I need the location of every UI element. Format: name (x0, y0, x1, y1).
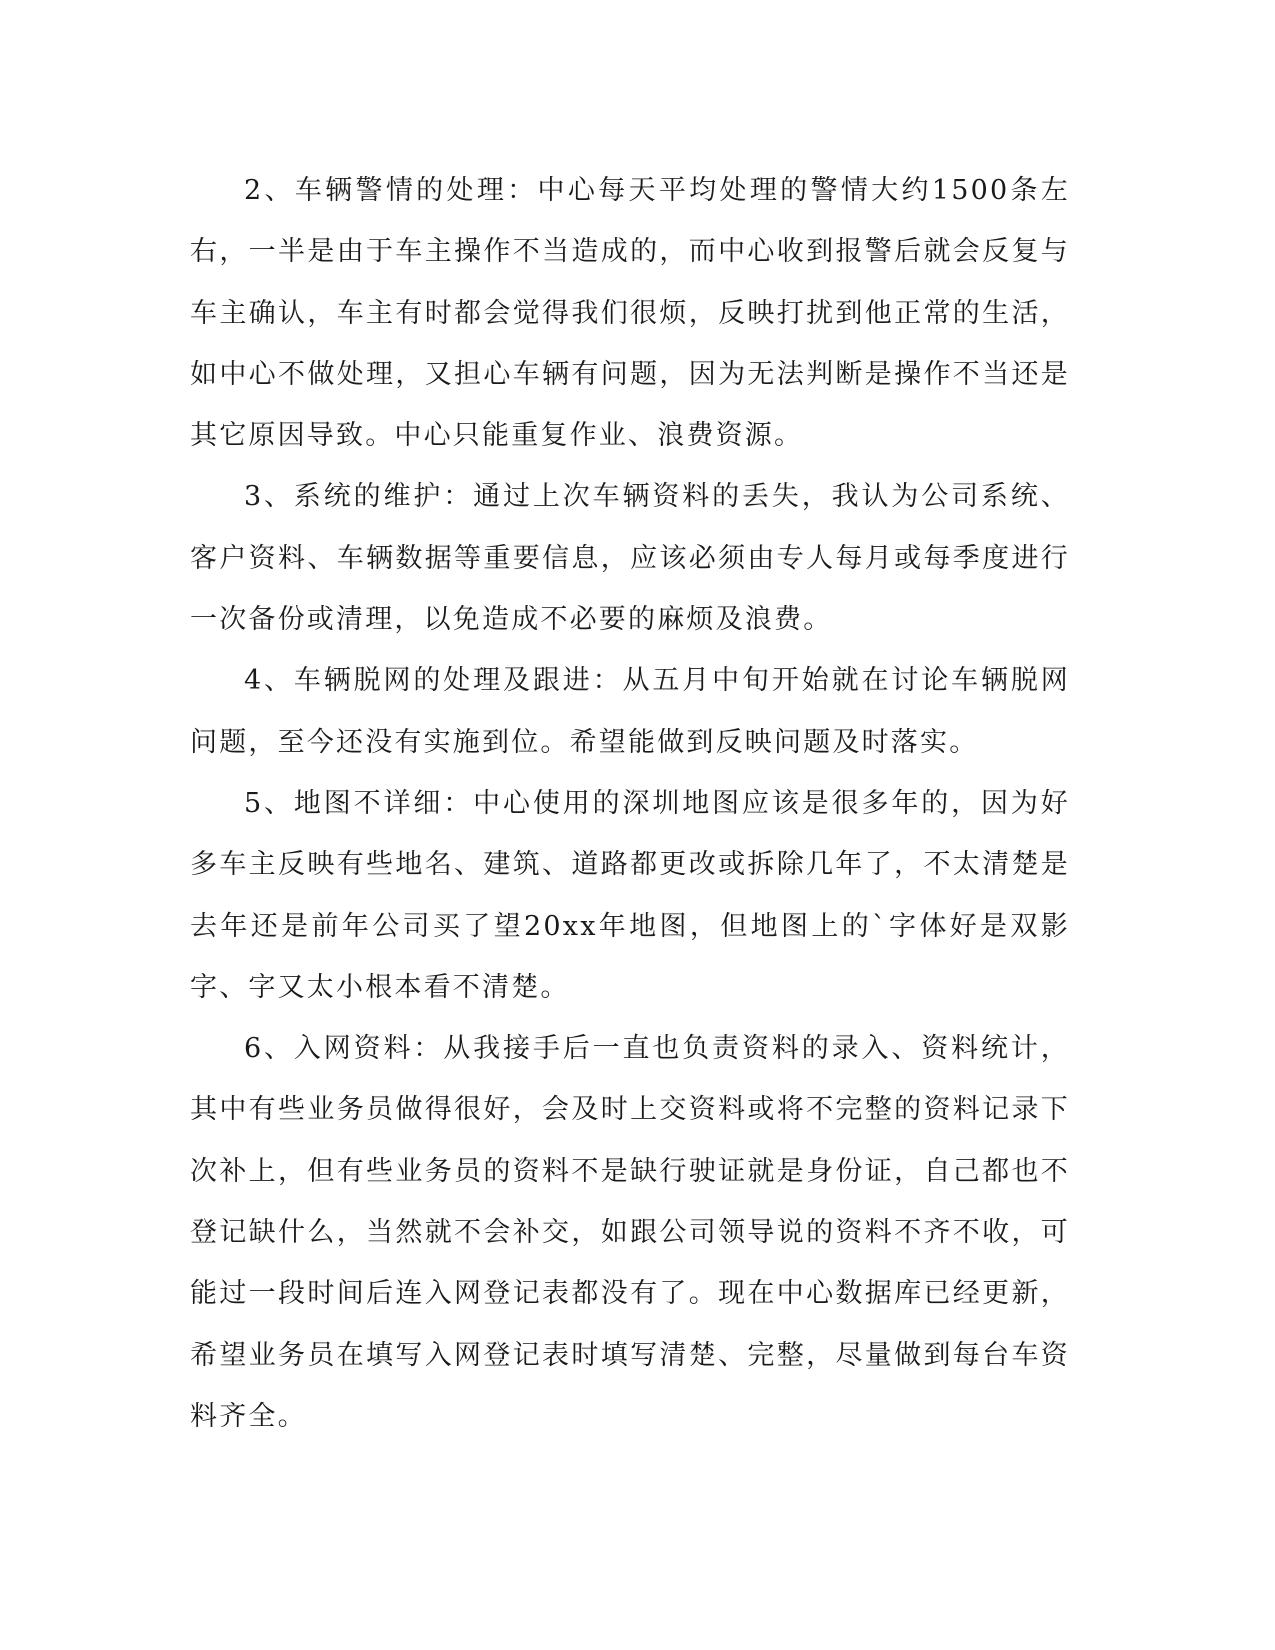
paragraph-vehicle-alarm-handling: 2、车辆警情的处理：中心每天平均处理的警情大约1500条左右，一半是由于车主操作不当造成的，而中心收到报警后就会反复与车主确认，车主有时都会觉得我们很烦，反映打扰到他正常的生活，如中心不做处理，又担心车辆有问题，因为无法判断是操作不当还是其它原因导致。中心只能重复作业、浪费资源。 (190, 175, 1070, 452)
paragraph-registration-materials: 6、入网资料：从我接手后一直也负责资料的录入、资料统计，其中有些业务员做得很好，会及时上交资料或将不完整的资料记录下次补上，但有些业务员的资料不是缺行驶证就是身份证，自己都也不登记缺什么，当然就不会补交，如跟公司领导说的资料不齐不收，可能过一段时间后连入网登记表都没有了。现在中心数据库已经更新，希望业务员在填写入网登记表时填写清楚、完整，尽量做到每台车资料齐全。 (190, 1033, 1070, 1432)
document-body (190, 160, 1070, 1447)
paragraph-map-not-detailed: 5、地图不详细：中心使用的深圳地图应该是很多年的，因为好多车主反映有些地名、建筑、道路都更改或拆除几年了，不太清楚是去年还是前年公司买了望20xx年地图，但地图上的`字体好是双影字、字又太小根本看不清楚。 (190, 787, 1070, 1003)
paragraph-system-maintenance: 3、系统的维护：通过上次车辆资料的丢失，我认为公司系统、客户资料、车辆数据等重要信息，应该必须由专人每月或每季度进行一次备份或清理，以免造成不必要的麻烦及浪费。 (190, 481, 1070, 636)
paragraph-vehicle-offline-followup: 4、车辆脱网的处理及跟进：从五月中旬开始就在讨论车辆脱网问题，至今还没有实施到位。希望能做到反映问题及时落实。 (190, 665, 1070, 758)
